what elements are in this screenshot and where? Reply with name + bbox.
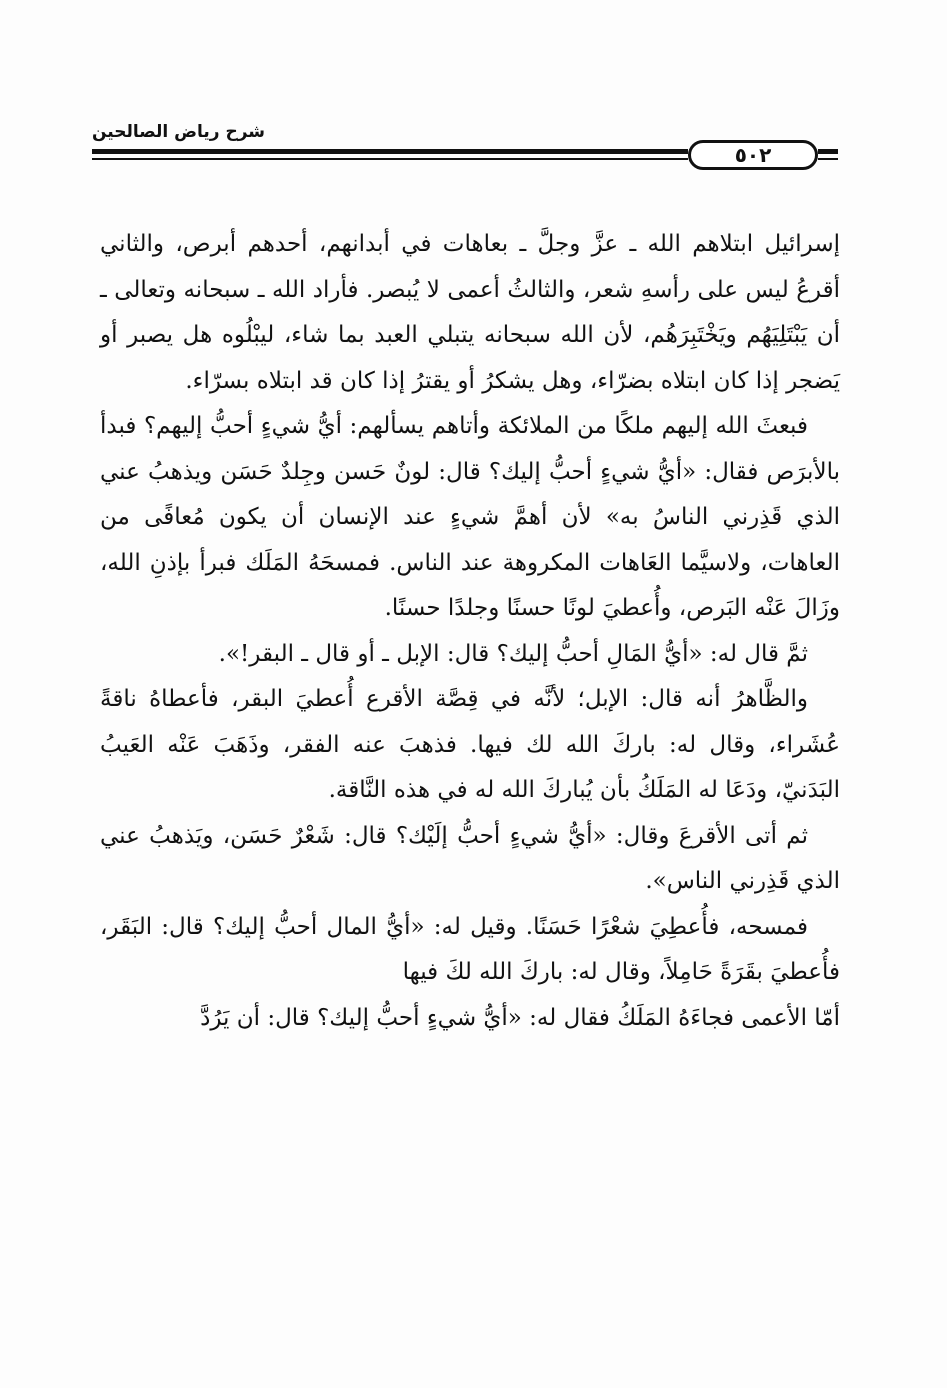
header-rule-right-thick: [818, 149, 838, 154]
paragraph: فبعثَ الله إليهم ملكًا من الملائكة وأتاهم يسألهم: أيُّ شيءٍ أحبُّ إليهم؟ فبدأ بالأبرَص فقال: «أيُّ شيءٍ أحبُّ إليك؟ قال: لونٌ حَسن وجِلدٌ حَسَن ويذهبُ عني الذي قَذِرني الناسُ به» لأن أهمَّ شيءٍ عند الإنسان أن يكون مُعافًى من العاهات، ولاسيَّما العَاهات المكروهة عند الناس. فمسحَهُ المَلَك فبرأ بإذنِ الله، وزَالَ عَنْه البَرص، وأُعطيَ لونًا حسنًا وجلدًا حسنًا.: [100, 413, 840, 621]
paragraph: ثم أتى الأقرعَ وقال: «أيُّ شيءٍ أحبُّ إلَيْك؟ قال: شَعْرٌ حَسَن، ويَذهبُ عني الذي قَذِرني الناس».: [100, 822, 840, 894]
header-rule-right-thin: [818, 158, 838, 160]
paragraph: والظَّاهرُ أنه قال: الإبل؛ لأنَّه في قِصَّة الأقرع أُعطيَ البقر، فأعطاهُ ناقةً عُشَراء، وقال له: باركَ الله لك فيها. فذهبَ عنه الفقر، وذَهَبَ عَنْه العَيبُ البَدَنيّ، ودَعَا له المَلَكُ بأن يُباركَ الله له في هذه النَّاقة.: [100, 686, 840, 803]
page-header: [92, 118, 838, 178]
running-title: شرح رياض الصالحين: [92, 122, 266, 142]
paragraph: أمّا الأعمى فجاءَهُ المَلَكُ فقال له: «أيُّ شيءٍ أحبُّ إليك؟ قال: أن يَرُدَّ: [200, 1004, 840, 1031]
paragraph: ثمَّ قال له: «أيُّ المَالِ أحبُّ إليك؟ قال: الإبل ـ أو قال ـ البقر!».: [218, 640, 808, 667]
header-rule-thin: [92, 158, 688, 160]
body-text: [100, 222, 840, 1041]
paragraph: فمسحه، فأُعطِيَ شعْرًا حَسَنًا. وقيل له: «أيُّ المال أحبُّ إليك؟ قال: البَقَر، فأُعطيَ بقَرَةً حَامِلاً، وقال له: باركَ الله لكَ فيها: [100, 913, 840, 985]
page-number: ٥٠٢: [688, 140, 818, 170]
header-rule-thick: [92, 149, 688, 154]
paragraph: إسرائيل ابتلاهم الله ـ عزَّ وجلَّ ـ بعاهات في أبدانهم، أحدهم أبرص، والثاني أقرعُ ليس على رأسهِ شعر، والثالثُ أعمى لا يُبصر. فأراد الله ـ سبحانه وتعالى ـ أن يَبْتَلِيَهُم ويَخْتَبِرَهُم، لأن الله سبحانه يتبلي العبد بما شاء، ليبْلُوه هل يصبر أو يَضجر إذا كان ابتلاه بضرّاء، وهل يشكرُ أو يقترُ إذا كان قد ابتلاه بسرّاء.: [100, 231, 840, 394]
